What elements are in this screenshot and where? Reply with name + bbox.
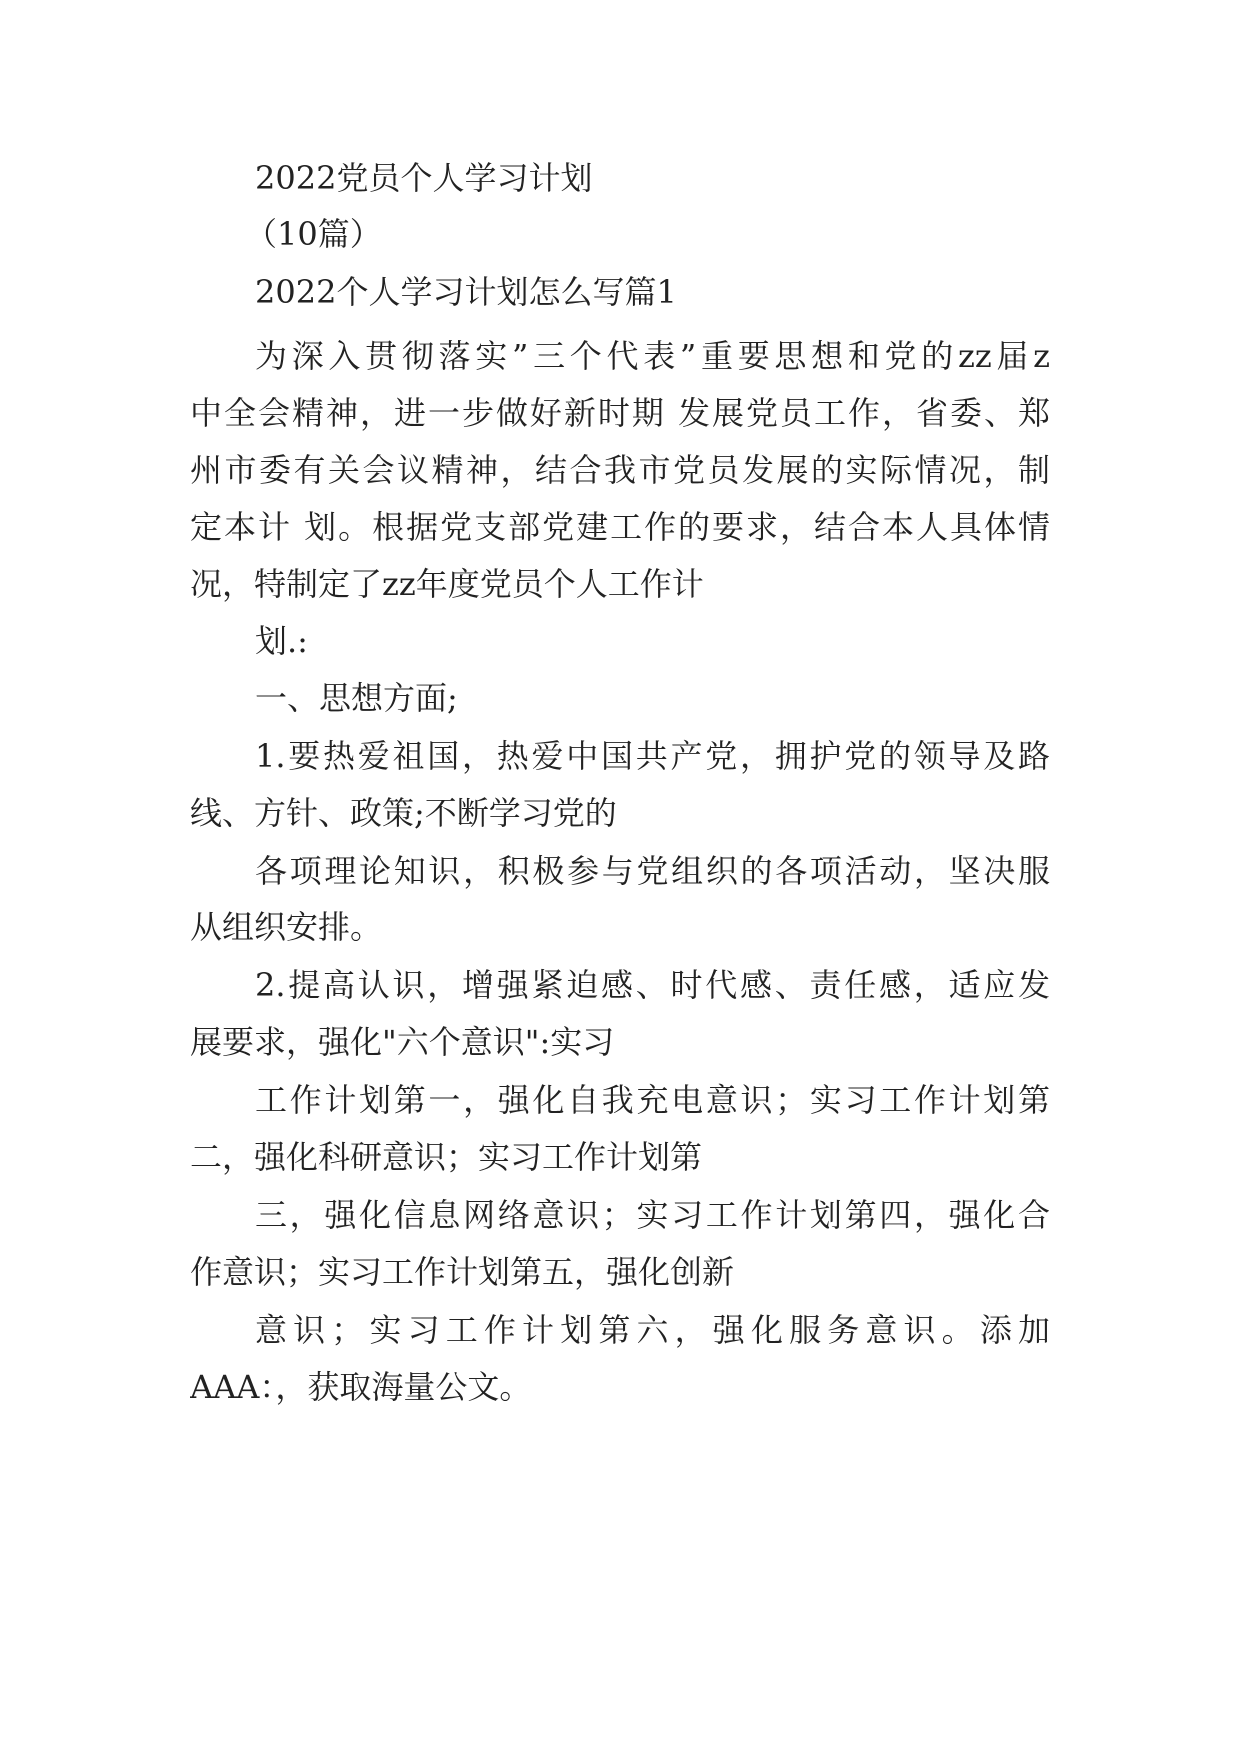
- document-subtitle: （10篇）: [245, 215, 382, 253]
- paragraph-line: 展要求，强化"六个意识":实习: [190, 1023, 615, 1061]
- paragraph-line: 工作计划第一，强化自我充电意识；实习工作计划第: [255, 1081, 1050, 1119]
- paragraph-line: AAA：，获取海量公文。: [190, 1368, 532, 1406]
- paragraph-line: 为深入贯彻落实”三个代表”重要思想和党的zz届z: [255, 337, 1050, 375]
- paragraph-line: 况，特制定了zz年度党员个人工作计: [190, 565, 704, 603]
- paragraph-line: 中全会精神，进一步做好新时期 发展党员工作，省委、郑: [190, 394, 1050, 432]
- paragraph-line: 意识；实习工作计划第六，强化服务意识。添加: [255, 1311, 1050, 1349]
- paragraph-line: 线、方针、政策;不断学习党的: [190, 794, 617, 832]
- paragraph-line: 从组织安排。: [190, 908, 383, 946]
- paragraph-line: 三，强化信息网络意识；实习工作计划第四，强化合: [255, 1196, 1050, 1234]
- paragraph-line: 定本计 划。根据党支部党建工作的要求，结合本人具体情: [190, 508, 1050, 546]
- paragraph-line: 1.要热爱祖国，热爱中国共产党，拥护党的领导及路: [255, 737, 1050, 775]
- paragraph-line: 各项理论知识，积极参与党组织的各项活动，坚决服: [255, 852, 1050, 890]
- paragraph-line: 二，强化科研意识；实习工作计划第: [190, 1138, 703, 1176]
- paragraph-line: 划.:: [255, 622, 308, 660]
- section-heading-thought: 一、思想方面;: [255, 679, 458, 717]
- paragraph-line: 作意识；实习工作计划第五，强化创新: [190, 1253, 735, 1291]
- paragraph-line: 2.提高认识，增强紧迫感、时代感、责任感，适应发: [255, 966, 1050, 1004]
- paragraph-line: 州市委有关会议精神，结合我市党员发展的实际情况，制: [190, 451, 1050, 489]
- section-heading: 2022个人学习计划怎么写篇1: [255, 273, 677, 311]
- document-title: 2022党员个人学习计划: [255, 159, 593, 197]
